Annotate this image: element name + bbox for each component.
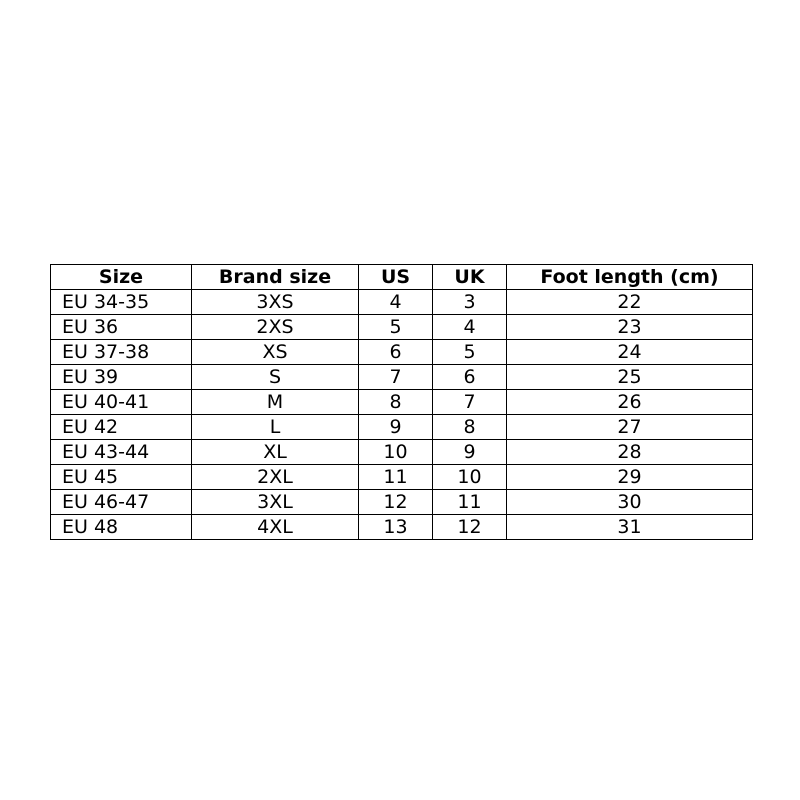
- cell-brand-size: 3XL: [192, 490, 359, 515]
- table-header: [51, 265, 753, 290]
- header-foot-length: Foot length (cm): [507, 265, 753, 290]
- table-body: [51, 290, 753, 540]
- cell-size: EU 45: [51, 465, 192, 490]
- cell-uk: 7: [433, 390, 507, 415]
- size-chart-table: [50, 264, 753, 540]
- cell-brand-size: XL: [192, 440, 359, 465]
- cell-brand-size: 2XL: [192, 465, 359, 490]
- cell-foot-length: 26: [507, 390, 753, 415]
- cell-us: 11: [359, 465, 433, 490]
- table-row: [51, 390, 753, 415]
- cell-us: 9: [359, 415, 433, 440]
- cell-brand-size: 2XS: [192, 315, 359, 340]
- cell-uk: 9: [433, 440, 507, 465]
- cell-size: EU 43-44: [51, 440, 192, 465]
- table-row: [51, 315, 753, 340]
- header-size: Size: [51, 265, 192, 290]
- cell-us: 13: [359, 515, 433, 540]
- cell-brand-size: M: [192, 390, 359, 415]
- cell-size: EU 34-35: [51, 290, 192, 315]
- cell-uk: 4: [433, 315, 507, 340]
- header-uk: UK: [433, 265, 507, 290]
- table-row: [51, 340, 753, 365]
- cell-size: EU 36: [51, 315, 192, 340]
- cell-us: 4: [359, 290, 433, 315]
- cell-brand-size: 3XS: [192, 290, 359, 315]
- table-row: [51, 490, 753, 515]
- cell-foot-length: 28: [507, 440, 753, 465]
- cell-foot-length: 25: [507, 365, 753, 390]
- cell-us: 6: [359, 340, 433, 365]
- cell-foot-length: 29: [507, 465, 753, 490]
- cell-size: EU 40-41: [51, 390, 192, 415]
- cell-size: EU 37-38: [51, 340, 192, 365]
- cell-foot-length: 27: [507, 415, 753, 440]
- cell-foot-length: 23: [507, 315, 753, 340]
- cell-us: 8: [359, 390, 433, 415]
- cell-foot-length: 31: [507, 515, 753, 540]
- cell-brand-size: XS: [192, 340, 359, 365]
- cell-size: EU 39: [51, 365, 192, 390]
- cell-uk: 12: [433, 515, 507, 540]
- cell-uk: 10: [433, 465, 507, 490]
- cell-brand-size: S: [192, 365, 359, 390]
- cell-us: 10: [359, 440, 433, 465]
- table-row: [51, 515, 753, 540]
- cell-foot-length: 22: [507, 290, 753, 315]
- cell-uk: 8: [433, 415, 507, 440]
- cell-size: EU 48: [51, 515, 192, 540]
- table-row: [51, 415, 753, 440]
- cell-uk: 5: [433, 340, 507, 365]
- cell-uk: 6: [433, 365, 507, 390]
- cell-us: 7: [359, 365, 433, 390]
- cell-brand-size: 4XL: [192, 515, 359, 540]
- table-row: [51, 440, 753, 465]
- cell-size: EU 46-47: [51, 490, 192, 515]
- cell-foot-length: 24: [507, 340, 753, 365]
- header-brand-size: Brand size: [192, 265, 359, 290]
- header-us: US: [359, 265, 433, 290]
- table-row: [51, 290, 753, 315]
- cell-uk: 11: [433, 490, 507, 515]
- header-row: [51, 265, 753, 290]
- cell-uk: 3: [433, 290, 507, 315]
- cell-us: 12: [359, 490, 433, 515]
- cell-size: EU 42: [51, 415, 192, 440]
- cell-foot-length: 30: [507, 490, 753, 515]
- table-row: [51, 365, 753, 390]
- table-row: [51, 465, 753, 490]
- cell-us: 5: [359, 315, 433, 340]
- cell-brand-size: L: [192, 415, 359, 440]
